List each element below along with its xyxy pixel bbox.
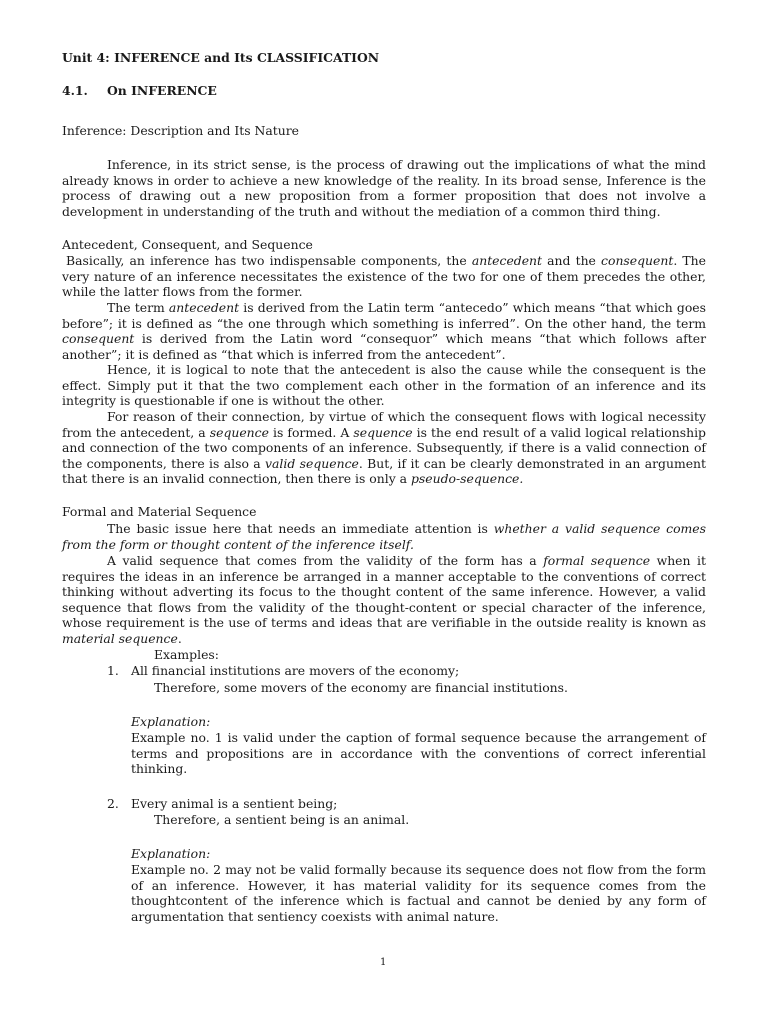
example-premise: Every animal is a sentient being; <box>131 796 338 811</box>
example-number: 1. <box>107 663 119 678</box>
section-heading <box>62 83 706 99</box>
paragraph-components: Basically, an inference has two indispensable components, the antecedent and the consequent. The very nature of an inference necessitates the existence of the two for one of them precedes the other, while the latter flows from the former. <box>62 253 706 300</box>
paragraph-terms: The term antecedent is derived from the Latin term “antecedo” which means “that which goes before”; it is defined as “the one through which something is inferred”. On the other hand, the term consequent is derived from the Latin word “consequor” which means “that which follows after another”; it is defined as “that which is inferred from the antecedent”. <box>62 300 706 362</box>
section-title: On INFERENCE <box>107 83 217 98</box>
subheading-formal-material: Formal and Material Sequence <box>62 504 257 519</box>
example-number: 2. <box>107 796 119 811</box>
paragraph-inference-definition: Inference, in its strict sense, is the process of drawing out the implications of what the mind already knows in order to achieve a new knowledge of the reality. In its broad sense, Inference is the process of drawing out a new proposition from a former proposition that does not involve a development in understanding of the truth and without the mediation of a common third thing. <box>62 157 706 219</box>
example-conclusion: Therefore, some movers of the economy are financial institutions. <box>154 680 568 695</box>
subheading-description: Inference: Description and Its Nature <box>62 123 299 138</box>
paragraph-cause-effect: Hence, it is logical to note that the antecedent is also the cause while the consequent is the effect. Simply put it that the two complement each other in the formation of an inference and its integrity is questionable if one is without the other. <box>62 362 706 409</box>
explanation-label: Explanation: <box>131 714 211 729</box>
example-conclusion: Therefore, a sentient being is an animal. <box>154 812 410 827</box>
page-number: 1 <box>380 957 387 968</box>
explanation-label: Explanation: <box>131 846 211 861</box>
examples-label: Examples: <box>154 647 219 662</box>
unit-title: Unit 4: INFERENCE and Its CLASSIFICATION <box>62 50 380 65</box>
subheading-antecedent: Antecedent, Consequent, and Sequence <box>62 237 313 252</box>
section-number: 4.1. <box>62 83 88 98</box>
example-explanation: Example no. 1 is valid under the caption of formal sequence because the arrangement of terms and propositions are in accordance with the conventions of correct inferential thinking. <box>131 730 706 777</box>
example-explanation: Example no. 2 may not be valid formally because its sequence does not flow from the form of an inference. However, it has material validity for its sequence comes from the thoughtcontent of the inference which is factual and cannot be denied by any form of argumentation that sentiency coexists with animal nature. <box>131 862 706 924</box>
paragraph-formal-sequence: A valid sequence that comes from the validity of the form has a formal sequence when it requires the ideas in an inference be arranged in a manner acceptable to the conventions of correct thinking without adverting its focus to the thought content of the same inference. However, a valid sequence that flows from the validity of the thought-content or special character of the inference, whose requirement is the use of terms and ideas that are verifiable in the outside reality is known as material sequence. <box>62 553 706 646</box>
paragraph-basic-issue: The basic issue here that needs an immediate attention is whether a valid sequence comes from the form or thought content of the inference itself. <box>62 521 706 552</box>
example-premise: All financial institutions are movers of the economy; <box>131 663 460 678</box>
paragraph-sequence: For reason of their connection, by virtue of which the consequent flows with logical necessity from the antecedent, a sequence is formed. A sequence is the end result of a valid logical relationship and connection of the two components of an inference. Subsequently, if there is a valid connection of the components, there is also a valid sequence. But, if it can be clearly demonstrated in an argument that there is an invalid connection, then there is only a pseudo-sequence. <box>62 409 706 487</box>
